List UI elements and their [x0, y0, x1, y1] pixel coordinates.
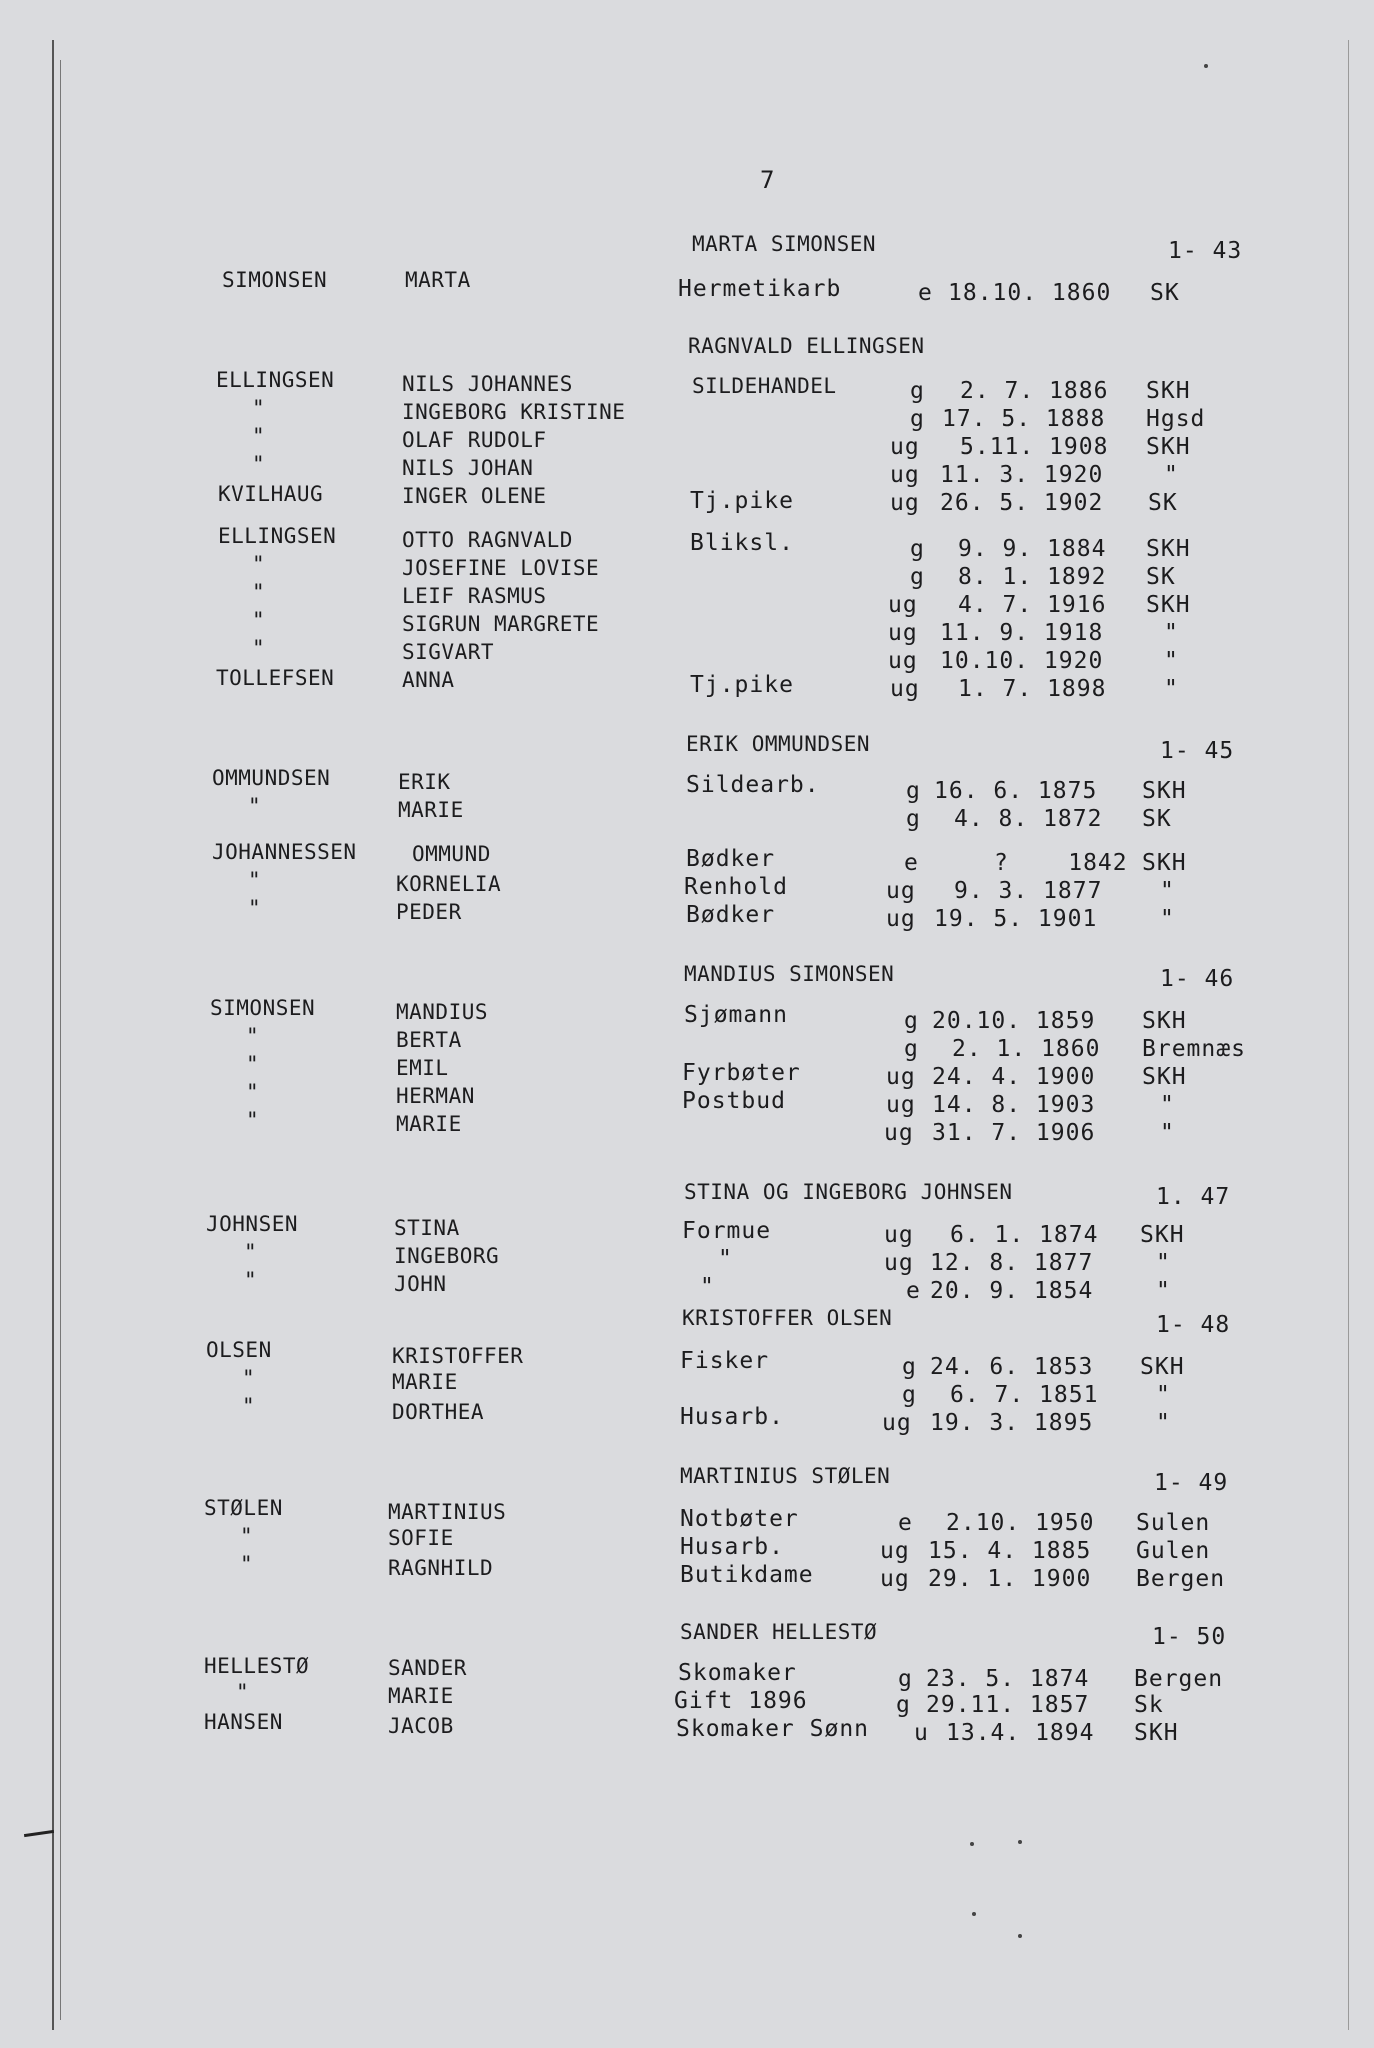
marital-status: ug [886, 1064, 916, 1090]
birth-place: SK [1142, 806, 1172, 832]
edge-mark [24, 1830, 54, 1837]
birth-place: SKH [1134, 1720, 1179, 1746]
given-name: OTTO RAGNVALD [402, 528, 573, 552]
birth-date: 1. 7. 1898 [958, 676, 1107, 702]
birth-date: 8. 1. 1892 [958, 564, 1107, 590]
given-name: MARIE [396, 1112, 462, 1136]
given-name: LEIF RASMUS [402, 584, 547, 608]
birth-date: 18.10. 1860 [948, 280, 1112, 306]
marital-status: ug [882, 1410, 912, 1436]
marital-status: g [902, 1354, 917, 1380]
birth-date: 4. 7. 1916 [958, 592, 1107, 618]
scan-speck [970, 1842, 974, 1846]
marital-status: ug [888, 620, 918, 646]
occupation: SILDEHANDEL [692, 374, 837, 398]
birth-place: " [1156, 1250, 1171, 1276]
household-header: KRISTOFFER OLSEN [682, 1306, 893, 1330]
surname: " [240, 1552, 254, 1576]
birth-date: 2. 7. 1886 [960, 378, 1109, 404]
surname: " [244, 1268, 258, 1292]
surname: " [236, 1680, 250, 1704]
occupation: Bliksl. [690, 530, 794, 556]
given-name: DORTHEA [392, 1400, 485, 1424]
surname: " [252, 396, 266, 420]
birth-place: " [1160, 1120, 1175, 1146]
marital-status: ug [890, 434, 920, 460]
given-name: SIGVART [402, 640, 495, 664]
occupation: Sildearb. [686, 772, 820, 798]
household-header: STINA OG INGEBORG JOHNSEN [684, 1180, 1013, 1204]
surname: " [252, 424, 266, 448]
birth-date: 31. 7. 1906 [932, 1120, 1096, 1146]
marital-status: g [910, 406, 925, 432]
birth-place: Sk [1134, 1692, 1164, 1718]
marital-status: g [896, 1692, 911, 1718]
scan-speck [972, 1912, 976, 1916]
birth-place: SKH [1146, 434, 1191, 460]
surname: HANSEN [204, 1710, 283, 1734]
household-header: MARTA SIMONSEN [692, 232, 877, 256]
marital-status: g [898, 1666, 913, 1692]
birth-place: SK [1146, 564, 1176, 590]
given-name: KRISTOFFER [392, 1344, 524, 1368]
scan-speck [1018, 1934, 1022, 1938]
marital-status: e [918, 280, 933, 306]
birth-place: SKH [1142, 1064, 1187, 1090]
occupation: Skomaker [678, 1660, 797, 1686]
household-header: MARTINIUS STØLEN [680, 1464, 891, 1488]
given-name: ERIK [398, 770, 451, 794]
birth-place: " [1160, 906, 1175, 932]
surname: JOHANNESSEN [212, 840, 357, 864]
occupation: Hermetikarb [678, 276, 842, 302]
household-header: ERIK OMMUNDSEN [686, 732, 871, 756]
given-name: ANNA [402, 668, 455, 692]
surname: " [242, 1366, 256, 1390]
occupation: Sjømann [684, 1002, 788, 1028]
household-ref: 1- 46 [1160, 966, 1235, 992]
occupation: " [700, 1274, 715, 1300]
marital-status: g [902, 1382, 917, 1408]
birth-place: " [1156, 1410, 1171, 1436]
page-number: 7 [760, 166, 775, 194]
household-ref: 1- 50 [1152, 1624, 1227, 1650]
surname: SIMONSEN [222, 268, 328, 292]
surname: OMMUNDSEN [212, 766, 331, 790]
given-name: STINA [394, 1216, 460, 1240]
birth-place: Bergen [1134, 1666, 1224, 1692]
birth-place: SKH [1142, 1008, 1187, 1034]
given-name: JOSEFINE LOVISE [402, 556, 600, 580]
left-margin-line [52, 40, 54, 2030]
occupation: Gift 1896 [674, 1688, 808, 1714]
occupation: " [718, 1246, 733, 1272]
birth-place: " [1160, 1092, 1175, 1118]
birth-place: " [1164, 620, 1179, 646]
left-margin-line-inner [60, 60, 61, 2020]
given-name: SIGRUN MARGRETE [402, 612, 600, 636]
surname: " [252, 608, 266, 632]
marital-status: ug [886, 906, 916, 932]
marital-status: ug [884, 1120, 914, 1146]
marital-status: ug [886, 1092, 916, 1118]
birth-date: 14. 8. 1903 [932, 1092, 1096, 1118]
household-ref: 1- 45 [1160, 738, 1235, 764]
occupation: Fisker [680, 1348, 770, 1374]
given-name: JOHN [394, 1272, 447, 1296]
birth-date: 9. 3. 1877 [954, 878, 1103, 904]
surname: " [248, 794, 262, 818]
birth-place: SKH [1142, 778, 1187, 804]
surname: " [248, 868, 262, 892]
birth-date: 20.10. 1859 [932, 1008, 1096, 1034]
birth-place: Sulen [1136, 1510, 1211, 1536]
marital-status: e [906, 1278, 921, 1304]
birth-date: ? 1842 [994, 850, 1128, 876]
surname: SIMONSEN [210, 996, 316, 1020]
right-edge-line [1348, 40, 1349, 2030]
surname: " [252, 636, 266, 660]
occupation: Fyrbøter [682, 1060, 801, 1086]
birth-date: 2. 1. 1860 [952, 1036, 1101, 1062]
given-name: EMIL [396, 1056, 449, 1080]
occupation: Formue [682, 1218, 772, 1244]
surname: ELLINGSEN [216, 368, 335, 392]
occupation: Butikdame [680, 1562, 814, 1588]
birth-date: 20. 9. 1854 [930, 1278, 1094, 1304]
marital-status: g [910, 564, 925, 590]
birth-place: SK [1148, 490, 1178, 516]
surname: JOHNSEN [206, 1212, 299, 1236]
birth-date: 29. 1. 1900 [928, 1566, 1092, 1592]
household-header: SANDER HELLESTØ [680, 1620, 878, 1644]
given-name: RAGNHILD [388, 1556, 494, 1580]
given-name: MARIE [392, 1370, 458, 1394]
birth-date: 17. 5. 1888 [942, 406, 1106, 432]
birth-place: " [1164, 676, 1179, 702]
occupation: Postbud [682, 1088, 786, 1114]
occupation: Bødker [686, 902, 776, 928]
marital-status: ug [890, 490, 920, 516]
birth-place: Bremnæs [1142, 1036, 1246, 1062]
given-name: KORNELIA [396, 872, 502, 896]
surname: " [252, 580, 266, 604]
marital-status: g [904, 1036, 919, 1062]
marital-status: g [906, 806, 921, 832]
marital-status: e [904, 850, 919, 876]
birth-date: 6. 1. 1874 [950, 1222, 1099, 1248]
marital-status: ug [890, 462, 920, 488]
given-name: PEDER [396, 900, 462, 924]
occupation: Husarb. [680, 1534, 784, 1560]
given-name: SANDER [388, 1656, 467, 1680]
birth-date: 23. 5. 1874 [926, 1666, 1090, 1692]
surname: TOLLEFSEN [216, 666, 335, 690]
surname: " [246, 1052, 260, 1076]
scan-speck [1018, 1840, 1022, 1844]
given-name: INGEBORG [394, 1244, 500, 1268]
birth-place: Bergen [1136, 1566, 1226, 1592]
birth-date: 24. 6. 1853 [930, 1354, 1094, 1380]
household-ref: 1. 47 [1156, 1184, 1231, 1210]
given-name: BERTA [396, 1028, 462, 1052]
marital-status: ug [880, 1566, 910, 1592]
marital-status: ug [884, 1222, 914, 1248]
birth-place: SKH [1140, 1222, 1185, 1248]
birth-place: Gulen [1136, 1538, 1211, 1564]
given-name: MARTINIUS [388, 1500, 507, 1524]
birth-date: 13.4. 1894 [946, 1720, 1095, 1746]
birth-date: 11. 3. 1920 [940, 462, 1104, 488]
surname: " [252, 452, 266, 476]
marital-status: g [910, 378, 925, 404]
surname: STØLEN [204, 1496, 283, 1520]
birth-place: " [1164, 648, 1179, 674]
given-name: NILS JOHANNES [402, 372, 573, 396]
marital-status: ug [888, 592, 918, 618]
birth-date: 11. 9. 1918 [940, 620, 1104, 646]
occupation: Skomaker Sønn [676, 1716, 870, 1742]
birth-date: 15. 4. 1885 [928, 1538, 1092, 1564]
surname: " [244, 1240, 258, 1264]
birth-place: SKH [1146, 536, 1191, 562]
surname: ELLINGSEN [218, 524, 337, 548]
given-name: JACOB [388, 1714, 454, 1738]
given-name: MANDIUS [396, 1000, 489, 1024]
birth-date: 24. 4. 1900 [932, 1064, 1096, 1090]
scan-speck [1204, 64, 1208, 68]
occupation: Tj.pike [690, 488, 794, 514]
marital-status: ug [888, 648, 918, 674]
surname: KVILHAUG [218, 482, 324, 506]
given-name: OLAF RUDOLF [402, 428, 547, 452]
marital-status: g [910, 536, 925, 562]
household-ref: 1- 49 [1154, 1470, 1229, 1496]
birth-date: 6. 7. 1851 [950, 1382, 1099, 1408]
household-header: RAGNVALD ELLINGSEN [688, 334, 925, 358]
marital-status: e [898, 1510, 913, 1536]
given-name: MARIE [388, 1684, 454, 1708]
occupation: Husarb. [680, 1404, 784, 1430]
birth-date: 12. 8. 1877 [930, 1250, 1094, 1276]
marital-status: ug [880, 1538, 910, 1564]
given-name: MARTA [405, 268, 471, 292]
marital-status: ug [890, 676, 920, 702]
surname: " [252, 552, 266, 576]
birth-date: 2.10. 1950 [946, 1510, 1095, 1536]
household-ref: 1- 43 [1168, 238, 1243, 264]
birth-place: SKH [1140, 1354, 1185, 1380]
surname: " [248, 896, 262, 920]
birth-place: " [1160, 878, 1175, 904]
birth-place: SKH [1146, 592, 1191, 618]
birth-place: Hgsd [1146, 406, 1206, 432]
surname: " [246, 1024, 260, 1048]
birth-date: 9. 9. 1884 [958, 536, 1107, 562]
surname: " [246, 1080, 260, 1104]
household-header: MANDIUS SIMONSEN [684, 962, 895, 986]
birth-place: " [1156, 1278, 1171, 1304]
birth-date: 5.11. 1908 [960, 434, 1109, 460]
given-name: HERMAN [396, 1084, 475, 1108]
occupation: Bødker [686, 846, 776, 872]
occupation: Renhold [684, 874, 788, 900]
household-ref: 1- 48 [1156, 1312, 1231, 1338]
birth-date: 19. 3. 1895 [930, 1410, 1094, 1436]
surname: " [240, 1524, 254, 1548]
given-name: SOFIE [388, 1526, 454, 1550]
birth-place: " [1164, 462, 1179, 488]
birth-place: SK [1150, 280, 1180, 306]
birth-date: 10.10. 1920 [940, 648, 1104, 674]
birth-date: 16. 6. 1875 [934, 778, 1098, 804]
birth-place: SKH [1146, 378, 1191, 404]
marital-status: u [914, 1720, 929, 1746]
birth-date: 19. 5. 1901 [934, 906, 1098, 932]
birth-date: 26. 5. 1902 [940, 490, 1104, 516]
marital-status: ug [884, 1250, 914, 1276]
occupation: Tj.pike [690, 672, 794, 698]
marital-status: ug [886, 878, 916, 904]
given-name: INGEBORG KRISTINE [402, 400, 626, 424]
birth-place: " [1156, 1382, 1171, 1408]
surname: " [242, 1394, 256, 1418]
birth-date: 4. 8. 1872 [954, 806, 1103, 832]
given-name: MARIE [398, 798, 464, 822]
marital-status: g [906, 778, 921, 804]
surname: " [246, 1108, 260, 1132]
given-name: INGER OLENE [402, 484, 547, 508]
surname: HELLESTØ [204, 1654, 310, 1678]
marital-status: g [904, 1008, 919, 1034]
given-name: NILS JOHAN [402, 456, 534, 480]
birth-date: 29.11. 1857 [926, 1692, 1090, 1718]
given-name: OMMUND [412, 842, 491, 866]
surname: OLSEN [206, 1338, 272, 1362]
birth-place: SKH [1142, 850, 1187, 876]
occupation: Notbøter [680, 1506, 799, 1532]
